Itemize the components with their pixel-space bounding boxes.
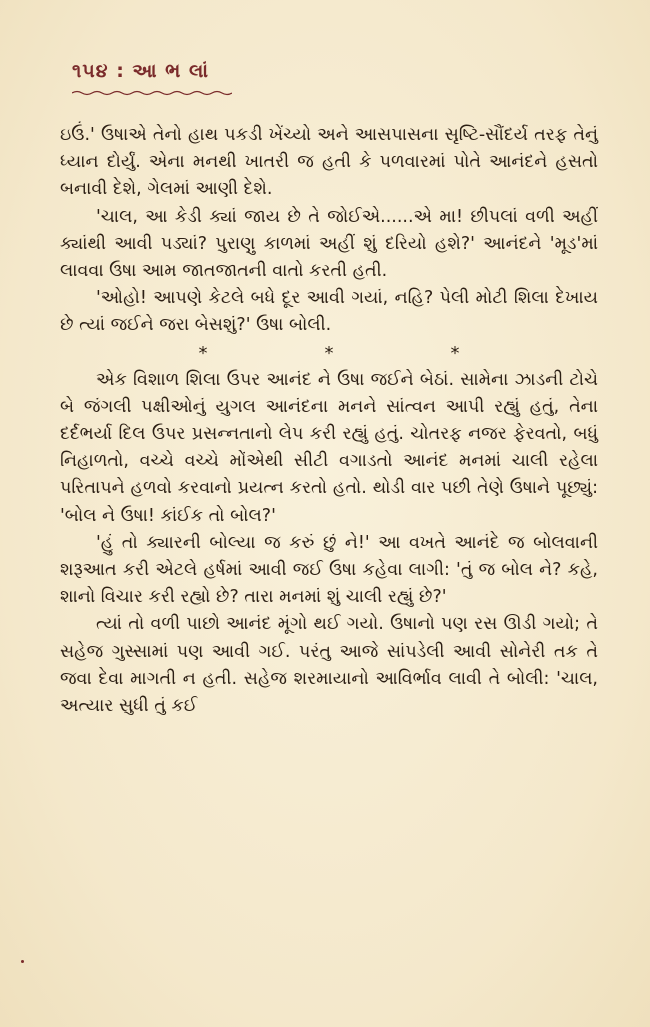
separator-star: *	[198, 342, 208, 364]
header-wavy-rule	[72, 90, 232, 96]
section-separator	[60, 340, 598, 367]
margin-speck	[21, 960, 24, 963]
paragraph: ઇઉં.' ઉષાએ તેનો હાથ પકડી ખેંચ્યો અને આસપાસના સૃષ્ટિ-સૌંદર્ય તરફ તેનું ધ્યાન દોર્યું. એના મનથી ખાતરી જ હતી કે પળવારમાં પોતે આનંદને હસતો બનાવી દેશે, ગેલમાં આણી દેશે.	[60, 125, 598, 200]
paragraph: 'ઓહો! આપણે કેટલે બધે દૂર આવી ગયાં, નહિ? પેલી મોટી શિલા દેખાય છે ત્યાં જઈને જરા બેસશું?' ઉષા બોલી.	[60, 288, 598, 336]
paragraph: એક વિશાળ શિલા ઉપર આનંદ ને ઉષા જઈને બેઠાં. સામેના ઝાડની ટોચે બે જંગલી પક્ષીઓનું યુગલ આનંદના મનને સાંત્વન આપી રહ્યું હતું, તેના દર્દભર્યા દિલ ઉપર પ્રસન્નતાનો લેપ કરી રહ્યું હતું. ચોતરફ નજર ફેરવતો, બધું નિહાળતો, વચ્ચે વચ્ચે મોંએથી સીટી વગાડતો આનંદ મનમાં ચાલી રહેલા પરિતાપને હળવો કરવાનો પ્રયત્ન કરતો હતો. થોડી વાર પછી તેણે ઉષાને પૂછ્યું: 'બોલ ને ઉષા! કાંઈક તો બોલ?'	[60, 369, 598, 526]
separator-star: *	[450, 342, 460, 364]
separator-star: *	[324, 342, 334, 364]
paragraph: 'ચાલ, આ કેડી ક્યાં જાય છે તે જોઈએ......એ મા! છીપલાં વળી અહીં ક્યાંથી આવી પડ્યાં? પુરાણુ કાળમાં અહીં શું દરિયો હશે?' આનંદને 'મૂડ'માં લાવવા ઉષા આમ જાતજાતની વાતો કરતી હતી.	[60, 206, 598, 282]
paragraph: 'હું તો ક્યારની બોલ્યા જ કરું છું ને!' આ વખતે આનંદે જ બોલવાની શરૂઆત કરી એટલે હર્ષમાં આવી જઈ ઉષા કહેવા લાગી: 'તું જ બોલ ને? કહે, શાનો વિચાર કરી રહ્યો છે? તારા મનમાં શું ચાલી રહ્યું છે?'	[60, 532, 598, 608]
page-body-text	[60, 122, 598, 720]
running-header: ૧૫૪ : આ ભ લાં	[72, 60, 210, 82]
paragraph: ત્યાં તો વળી પાછો આનંદ મૂંગો થઈ ગયો. ઉષાનો પણ રસ ઊડી ગયો; તે સહેજ ગુસ્સામાં પણ આવી ગઈ. પરંતુ આજે સાંપડેલી આવી સોનેરી તક તે જવા દેવા માગતી ન હતી. સહેજ શરમાયાનો આવિર્ભાવ લાવી તે બોલી: 'ચાલ, અત્યાર સુધી તું કઈ	[60, 614, 598, 717]
